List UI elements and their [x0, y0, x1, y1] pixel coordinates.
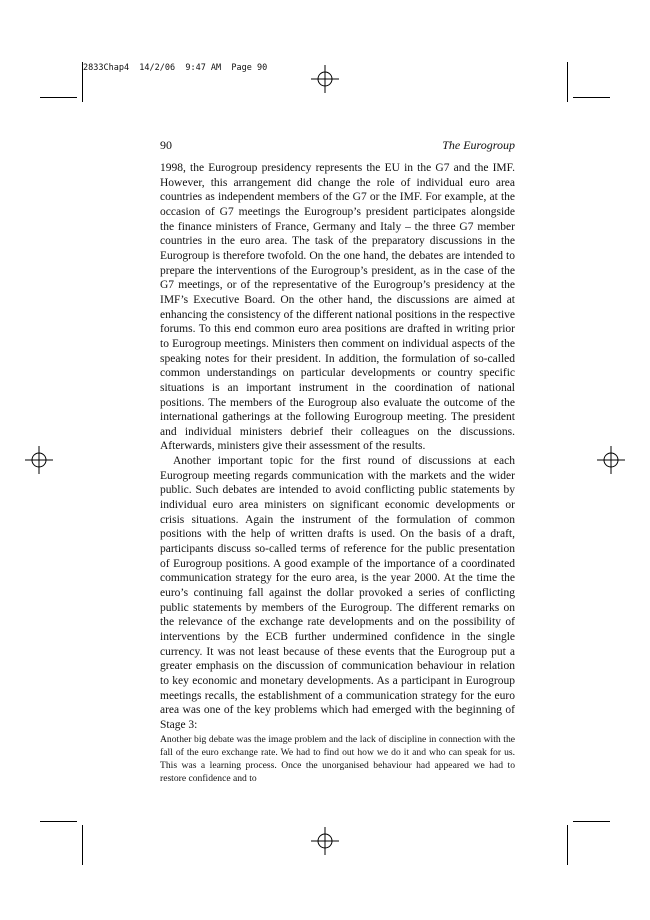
body-text — [160, 161, 515, 785]
registration-mark-top — [311, 65, 339, 93]
registration-mark-right — [597, 446, 625, 474]
crop-mark — [573, 821, 610, 822]
crop-mark — [82, 825, 83, 865]
crop-mark — [82, 62, 83, 102]
registration-mark-bottom — [311, 827, 339, 855]
crop-mark — [573, 97, 610, 98]
printer-slug: 2833Chap4 14/2/06 9:47 AM Page 90 — [83, 63, 268, 73]
crop-mark — [40, 97, 77, 98]
page-number: 90 — [160, 138, 172, 152]
crop-mark — [567, 825, 568, 865]
running-head — [160, 138, 515, 154]
paragraph: 1998, the Eurogroup presidency represents the EU in the G7 and the IMF. However, this arrangement did change the role of individual euro area countries as independent members of the G7 or the IMF. For example, at the occasion of G7 meetings the Eurogroup’s president participates alongside the finance ministers of France, Germany and Italy – the three G7 member countries in the euro area. The task of the preparatory discussions in the Eurogroup is therefore twofold. On the one hand, the debates are intended to prepare the interventions of the Eurogroup’s president, as in the case of the G7 meetings, or of the representative of the Eurogroup’s presidency at the IMF’s Executive Board. On the other hand, the discussions are aimed at enhancing the consistency of the different national positions in the respective forums. To this end common euro area positions are drafted in writing prior to Eurogroup meetings. Ministers then comment on individual aspects of the speaking notes for their president. In addition, the formulation of so-called common understandings on particular developments or country specific situations is an important instrument in the coordination of national positions. The members of the Eurogroup also evaluate the outcome of the international gatherings at the following Eurogroup meeting. The president and individual ministers debrief their colleagues on the discussions. Afterwards, ministers give their assessment of the results. — [160, 162, 515, 453]
crop-mark — [567, 62, 568, 102]
crop-mark — [40, 821, 77, 822]
block-quote: Another big debate was the image problem and the lack of discipline in connection with the fall of the euro exchange rate. We had to find out how we do it and who can speak for us. This was a learning process. Once the unorganised behaviour had appeared we had to restore confidence and to — [160, 733, 515, 785]
paragraph: Another important topic for the first round of discussions at each Eurogroup meeting regards communication with the markets and the wider public. Such debates are intended to avoid conflicting public statements by individual euro area ministers on significant economic developments or crisis situations. Again the instrument of the formulation of common positions with the help of written drafts is used. On the basis of a draft, participants discuss so-called terms of reference for the public presentation of Eurogroup positions. A good example of the importance of a coordinated communication strategy for the euro area, is the year 2000. At the time the euro’s continuing fall against the dollar provoked a series of conflicting public statements by members of the Eurogroup. The different remarks on the relevance of the exchange rate developments and on the possibility of interventions by the ECB further undermined confidence in the single currency. It was not least because of these events that the Eurogroup put a greater emphasis on the discussion of communication behaviour in relation to key economic and monetary developments. As a participant in Eurogroup meetings recalls, the establishment of a communication strategy for the euro area was one of the key problems which had emerged with the beginning of Stage 3: — [160, 455, 515, 731]
registration-mark-left — [25, 446, 53, 474]
running-title: The Eurogroup — [442, 138, 515, 152]
